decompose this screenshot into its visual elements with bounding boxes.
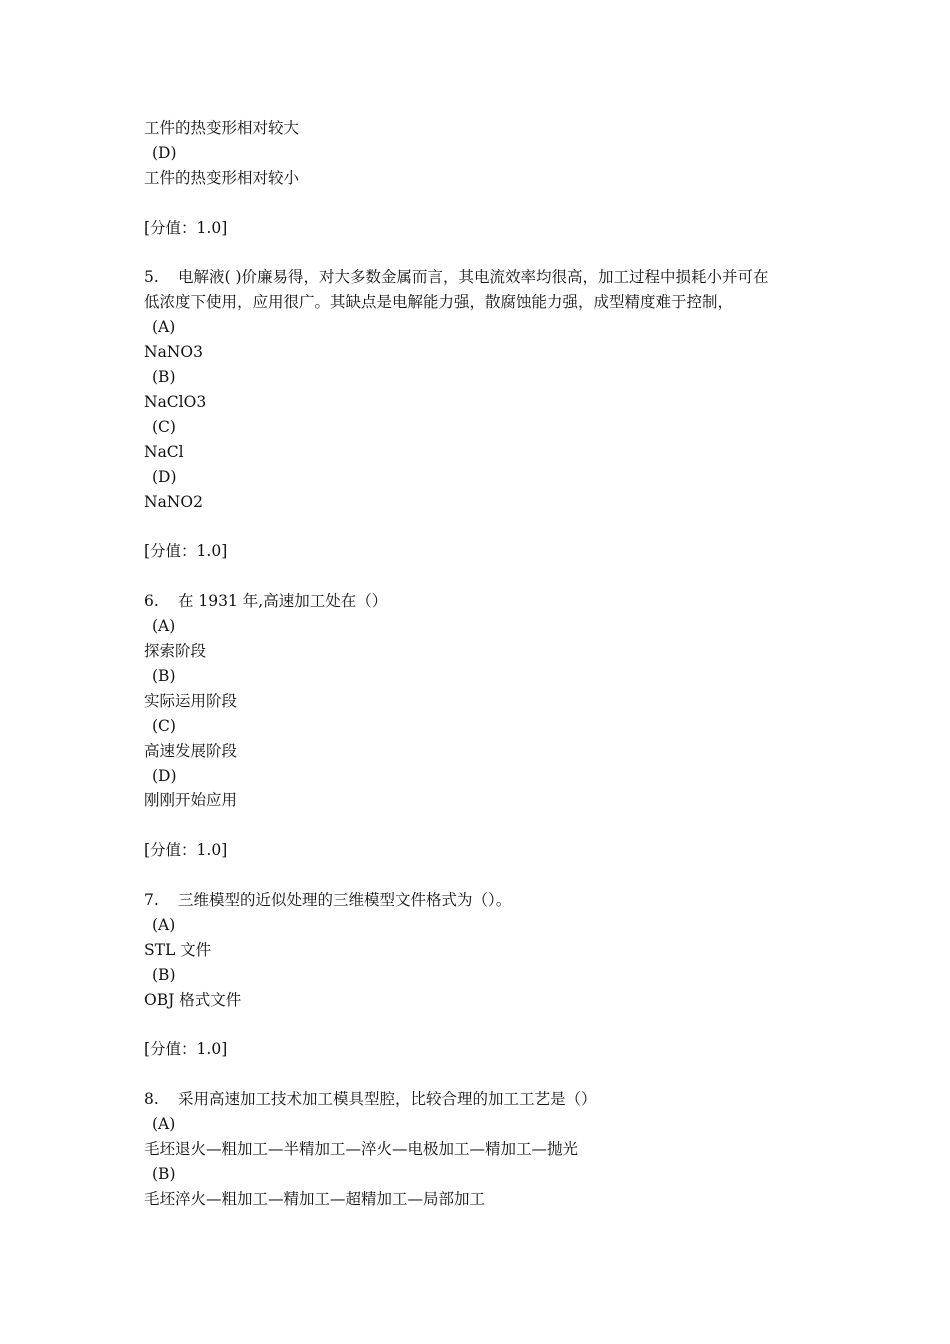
question-stem-text: 低浓度下使用，应用很广。其缺点是电解能力强，散腐蚀能力强，成型精度难于控制， [144, 293, 734, 312]
option-label: (C) [152, 716, 176, 735]
option-label: (D) [152, 467, 177, 486]
question-stem-text: 在 1931 年,高速加工处在（） [178, 592, 388, 611]
option-label: (B) [152, 368, 176, 387]
option-text: STL 文件 [144, 940, 212, 959]
option-text: 高速发展阶段 [144, 741, 238, 760]
option-text: 刚刚开始应用 [144, 791, 238, 810]
option-text: 工件的热变形相对较大 [144, 119, 300, 137]
option-text: 毛坯退火—粗加工—半精加工—淬火—电极加工—精加工—抛光 [144, 1140, 579, 1159]
option-label: (D) [152, 766, 177, 785]
option-label: (B) [152, 666, 176, 685]
option-text: 探索阶段 [144, 641, 207, 660]
option-text: 实际运用阶段 [144, 691, 238, 710]
question-stem-text: 三维模型的近似处理的三维模型文件格式为（）。 [178, 891, 512, 909]
score-label: [分值：1.0] [144, 1040, 228, 1059]
option-label: (B) [152, 965, 176, 984]
question-stem [144, 888, 844, 913]
option-label: (A) [152, 318, 176, 337]
option-text: NaClO3 [144, 392, 207, 411]
option-text: 工件的热变形相对较小 [144, 168, 300, 187]
question-number: 7. [144, 891, 159, 909]
question-number: 5. [144, 268, 159, 287]
option-text: OBJ 格式文件 [144, 990, 242, 1009]
option-label: (A) [152, 1115, 176, 1134]
question-number: 8. [144, 1090, 159, 1109]
score-label: [分值：1.0] [144, 841, 228, 860]
score-label: [分值：1.0] [144, 542, 228, 561]
option-text: 毛坯淬火—粗加工—精加工—超精加工—局部加工 [144, 1189, 486, 1208]
question-stem [144, 1087, 844, 1112]
question-stem-text: 电解液( )价廉易得，对大多数金属而言，其电流效率均很高，加工过程中损耗小并可在 [178, 268, 769, 287]
question-stem [144, 265, 844, 290]
question-number: 6. [144, 592, 159, 611]
question-stem [144, 589, 844, 614]
option-label: (A) [152, 915, 176, 934]
option-text: NaNO2 [144, 492, 203, 511]
option-text: NaCl [144, 442, 184, 461]
option-label: (B) [152, 1164, 176, 1183]
option-label: (C) [152, 417, 176, 436]
question-list [144, 116, 844, 1212]
option-text: NaNO3 [144, 343, 203, 362]
option-label: (A) [152, 617, 176, 636]
option-label: (D) [152, 143, 177, 162]
question-stem-text: 采用高速加工技术加工模具型腔，比较合理的加工工艺是（） [178, 1090, 597, 1109]
score-label: [分值：1.0] [144, 218, 228, 237]
